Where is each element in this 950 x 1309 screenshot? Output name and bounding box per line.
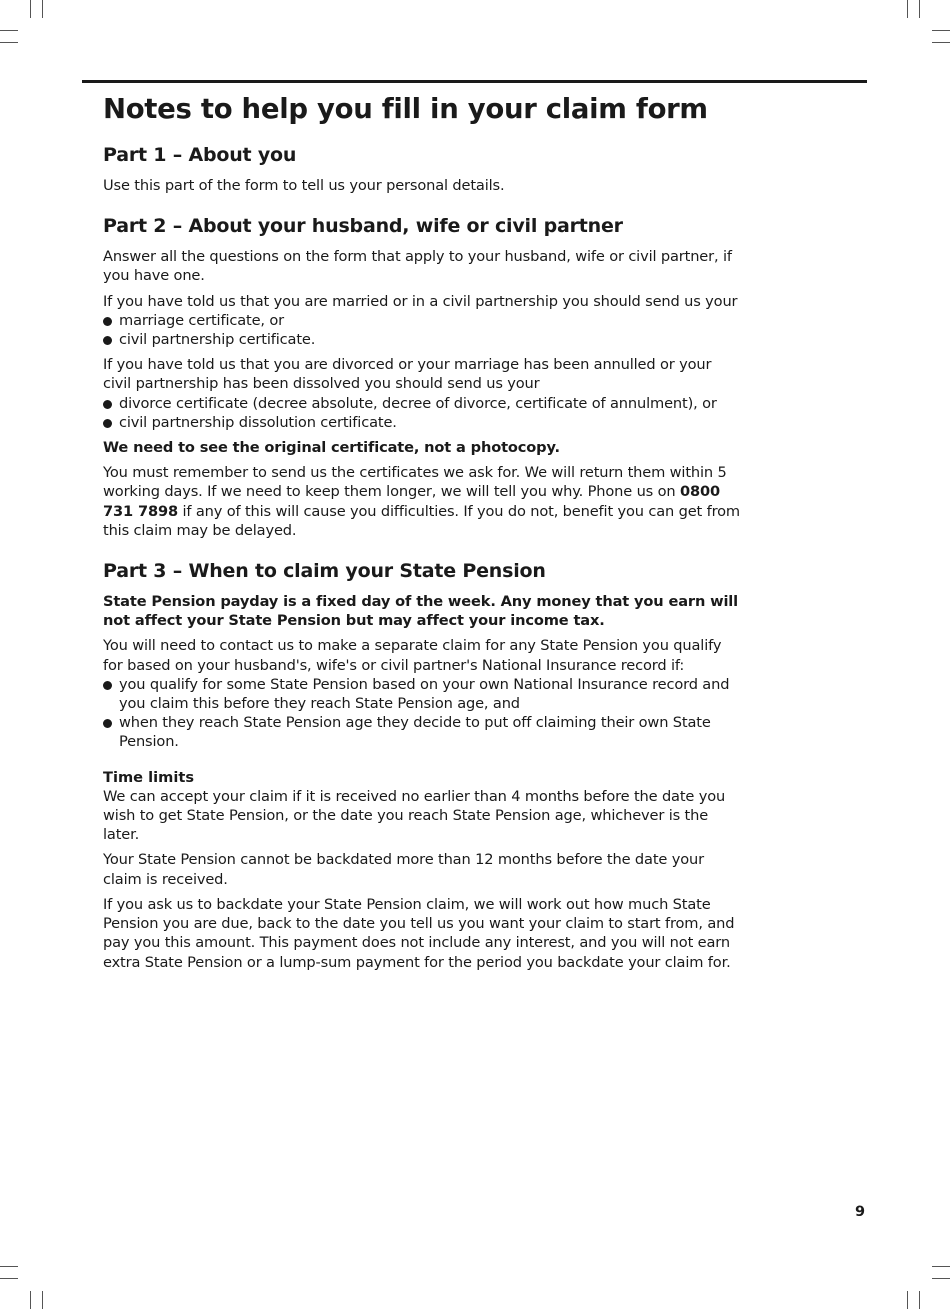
part2-para3: If you have told us that you are divorced or your marriage has been annulled or your civil partnership has been dissolved you should send us your [103,356,712,393]
bullet-icon [103,317,112,326]
list-item: divorce certificate (decree absolute, decree of divorce, certificate of annulment), or [103,394,743,413]
part1-heading: Part 1 – About you [103,144,297,166]
part2-para4: You must remember to send us the certificates we ask for. We will return them within 5 working days. If we need to keep them longer, we will tell you why. Phone us on 0800 731 7898 if any of this will cause you difficulties. If you do not, benefit you can get from this claim may be delayed. [103,464,740,539]
top-rule [82,80,867,83]
original-certificate-note: We need to see the original certificate, not a photocopy. [103,439,560,457]
bullet-icon [103,419,112,428]
crop-mark [42,0,43,18]
crop-mark [932,1278,950,1279]
time-limits-heading: Time limits [103,768,195,786]
crop-mark [0,30,18,31]
crop-mark [42,1291,43,1309]
part2-list2 [103,394,743,432]
part3-section [103,558,743,972]
crop-mark [932,30,950,31]
crop-mark [30,0,31,18]
part1-section [103,142,743,195]
list-item: you qualify for some State Pension based on your own National Insurance record and you claim this before they reach State Pension age, and [103,675,743,713]
list-item: marriage certificate, or [103,311,743,330]
page-number: 9 [855,1204,866,1220]
crop-mark [30,1291,31,1309]
phone-number: 0800 731 7898 [103,483,721,520]
list-item: civil partnership dissolution certificate. [103,413,743,432]
crop-mark [0,1266,18,1267]
crop-mark [919,1291,920,1309]
bullet-icon [103,681,112,690]
crop-mark [907,0,908,18]
part2-para1: Answer all the questions on the form that apply to your husband, wife or civil partner, if you have one. [103,248,732,285]
crop-mark [932,42,950,43]
part2-heading: Part 2 – About your husband, wife or civil partner [103,215,623,238]
bullet-icon [103,719,112,728]
part3-heading: Part 3 – When to claim your State Pension [103,560,546,583]
part2-section [103,213,743,540]
time-limits-para2: Your State Pension cannot be backdated more than 12 months before the date your claim is received. [103,851,704,888]
part1-text: Use this part of the form to tell us your personal details. [103,177,505,194]
time-limits-para3: If you ask us to backdate your State Pension claim, we will work out how much State Pension you are due, back to the date you tell us you want your claim to start from, and pay you this amount. This payment does not include any interest, and you will not earn extra State Pension or a lump-sum payment for the period you backdate your claim for. [103,895,735,971]
part3-list [103,675,743,752]
crop-mark [919,0,920,18]
part2-para2: If you have told us that you are married or in a civil partnership you should send us your [103,292,738,310]
crop-mark [907,1291,908,1309]
list-item: civil partnership certificate. [103,330,743,349]
time-limits-para1: We can accept your claim if it is received no earlier than 4 months before the date you wish to get State Pension, or the date you reach State Pension age, whichever is the later. [103,787,726,844]
bullet-icon [103,400,112,409]
page-title: Notes to help you fill in your claim form [103,93,708,125]
crop-mark [0,1278,18,1279]
part2-list1 [103,311,743,349]
crop-mark [0,42,18,43]
payday-note: State Pension payday is a fixed day of the week. Any money that you earn will not affect your State Pension but may affect your income tax. [103,593,739,630]
page-content [103,90,743,990]
bullet-icon [103,336,112,345]
part3-para1: You will need to contact us to make a separate claim for any State Pension you qualify for based on your husband's, wife's or civil partner's National Insurance record if: [103,637,722,674]
crop-mark [932,1266,950,1267]
list-item: when they reach State Pension age they decide to put off claiming their own State Pension. [103,713,743,751]
